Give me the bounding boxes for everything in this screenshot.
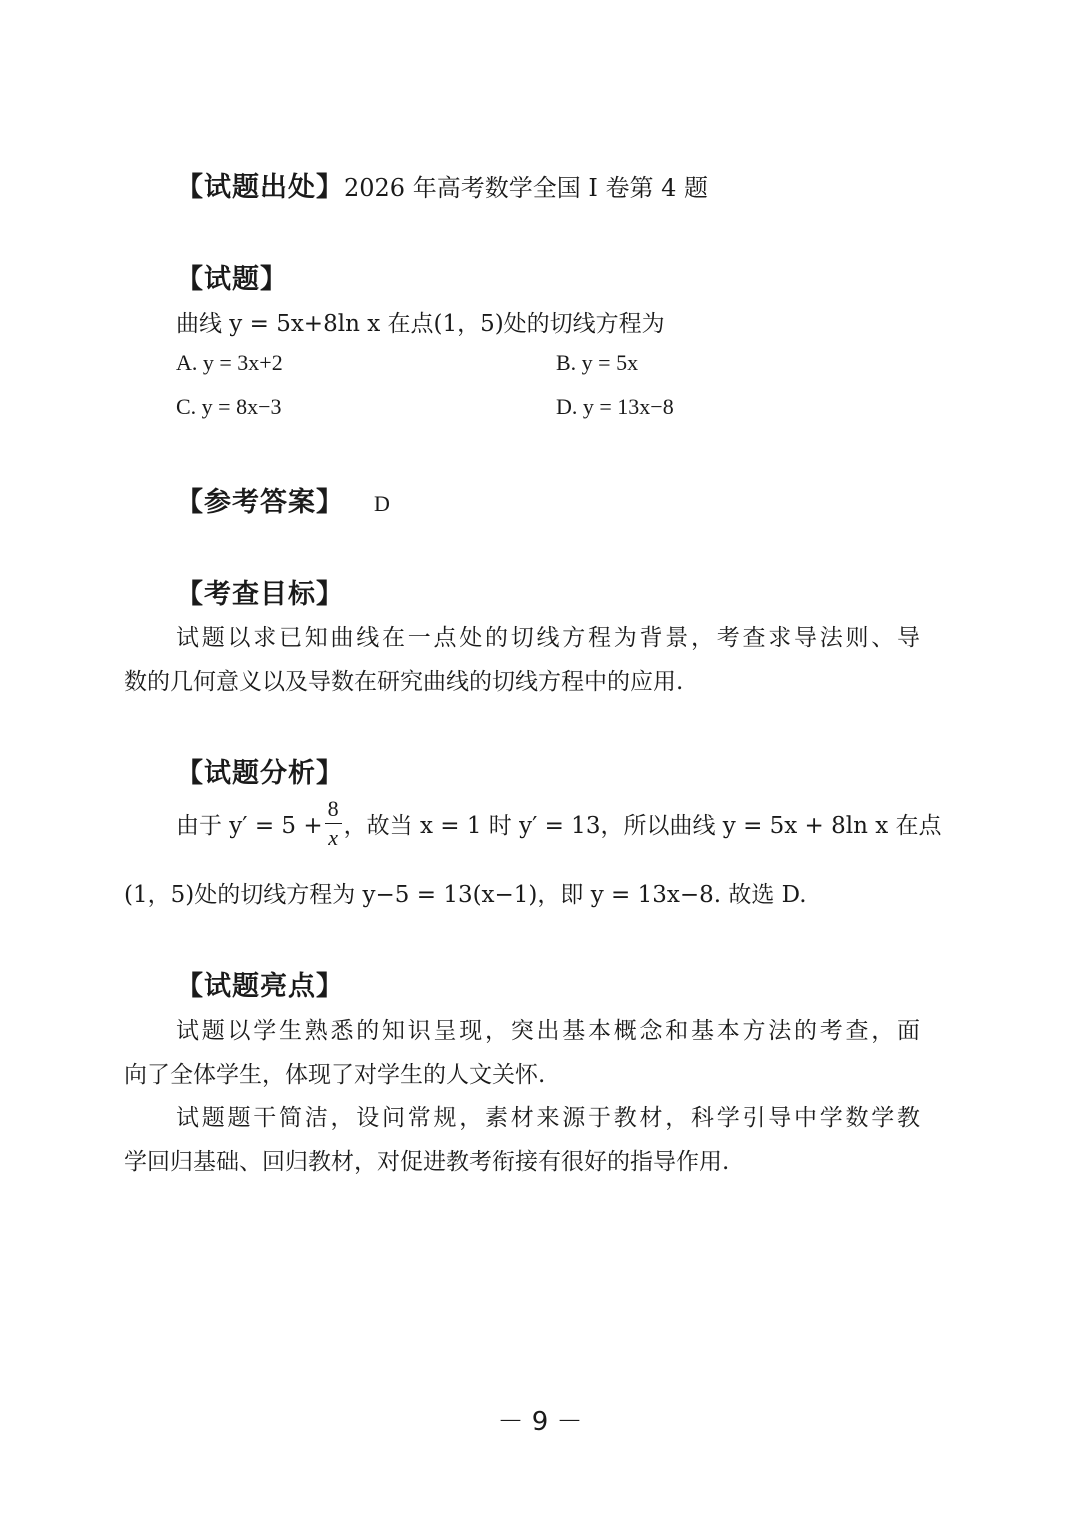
analysis-line-2: (1，5)处的切线方程为 y−5 = 13(x−1)，即 y = 13x−8. 故选 D. [124, 882, 807, 908]
analysis-line-1 [176, 796, 942, 850]
analysis-line-1-suffix: ，故当 x = 1 时 y′ = 13，所以曲线 y = 5x + 8ln x 在点 [343, 813, 942, 839]
question-stem: 曲线 y = 5x+8ln x 在点(1，5)处的切线方程为 [176, 311, 665, 337]
page-number: － 9 － [497, 1407, 583, 1437]
highlights-p2-line-2: 学回归基础、回归教材，对促进教考衔接有很好的指导作用. [124, 1149, 730, 1175]
highlights-heading: 【试题亮点】 [176, 971, 344, 1002]
fraction-numerator: 8 [325, 798, 342, 824]
option-a: A. y = 3x+2 [176, 350, 283, 375]
answer-heading: 【参考答案】 [176, 487, 344, 518]
derivative-fraction [325, 798, 342, 849]
analysis-line-1-prefix: 由于 y′ = 5 + [176, 813, 323, 839]
source-text: 2026 年高考数学全国 Ⅰ 卷第 4 题 [344, 174, 708, 202]
option-b: B. y = 5x [556, 350, 639, 375]
option-d: D. y = 13x−8 [556, 394, 674, 419]
option-c: C. y = 8x−3 [176, 394, 282, 419]
answer-value: D [374, 491, 390, 516]
objective-heading: 【考查目标】 [176, 579, 344, 610]
objective-line-1: 试题以求已知曲线在一点处的切线方程为背景，考查求导法则、导 [176, 625, 920, 651]
question-heading: 【试题】 [176, 264, 288, 295]
answer-section [176, 480, 390, 519]
fraction-denominator: x [328, 825, 339, 850]
analysis-heading: 【试题分析】 [176, 758, 344, 789]
highlights-p1-line-1: 试题以学生熟悉的知识呈现，突出基本概念和基本方法的考查，面 [176, 1018, 920, 1044]
objective-line-2: 数的几何意义以及导数在研究曲线的切线方程中的应用. [124, 669, 684, 695]
source-heading: 【试题出处】 [176, 172, 344, 203]
highlights-p2-line-1: 试题题干简洁，设问常规，素材来源于教材，科学引导中学数学教 [176, 1105, 920, 1131]
highlights-p1-line-2: 向了全体学生，体现了对学生的人文关怀. [124, 1062, 546, 1088]
source-section [176, 165, 708, 204]
